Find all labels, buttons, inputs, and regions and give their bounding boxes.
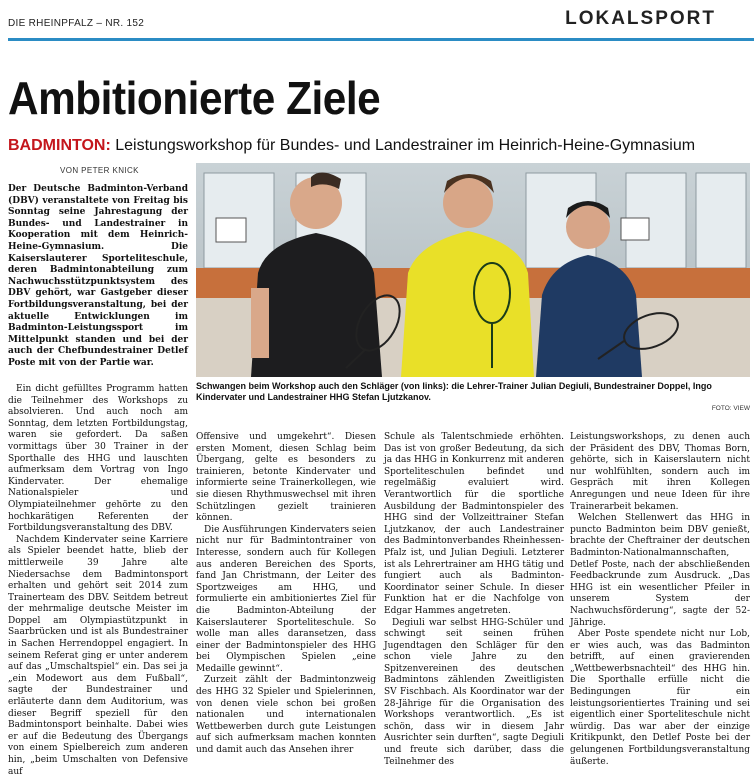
column-3	[384, 432, 564, 768]
paragraph: Die Ausführungen Kindervaters seien nicht nur für Badmintontrainer von Interesse, sondern auch für Kollegen aus anderen Bereichen des Sports, fand Jan Christmann, der Leiter des Sportzweiges am HHG, und formulierte ein ambitioniertes Ziel für die Badminton-Abteilung der Kaiserslauterer Sporteliteschule. So wolle man alles daransetzen, dass einer der Badmintonspieler des HHG bei Olympischen Spielen „eine Medaille gewinnt“.	[196, 524, 376, 674]
paragraph: Aber Poste spendete nicht nur Lob, er wies auch, was das Badminton betrifft, auf einen gravierenden „Wettbewerbsnachteil“ des HHG hin. Die Sporthalle erfülle nicht die Bedingungen für ein leistungsorientiertes Training und sei eigentlich einer Sporteliteschule nicht würdig. Das war aber der einzige Kritikpunkt, den Detlef Poste bei der gelungenen Fortbildungsveranstaltung äußerte.	[570, 629, 750, 767]
kicker-tag: BADMINTON:	[8, 137, 111, 154]
paragraph: Schule als Talentschmiede erhöhten. Das ist von großer Bedeutung, da sich ja das HHG in Konkurrenz mit anderen Sporteliteschulen befindet und regelmäßig evaluiert wird. Verantwortlich für die sportliche Ausbildung der Badmintonspieler des HHG sind der Vollzeittrainer Stefan Ljutzkanov, der auch Landestrainer des Badmintonverbandes Rheinhessen-Pfalz ist, und Julian Degiuli. Letzterer ist als Lehrertrainer am HHG tätig und fungiert auch als Badminton-Koordinator seiner Schule. In dieser Funktion hat er die Nachfolge von Edgar Hammes angetreten.	[384, 432, 564, 616]
paragraph: Offensive und umgekehrt“. Diesen ersten Moment, diesen Schlag beim Übergang, gelte es besonders zu trainieren, betonte Kindervater und informierte seine Trainerkollegen, wie sie diesen Rhythmuswechsel mit ihren Schützlingen gezielt trainieren können.	[196, 432, 376, 524]
paragraph: Welchen Stellenwert das HHG in puncto Badminton beim DBV genießt, brachte der Cheftrainer der deutschen Badminton-Nationalmannschaften, Detlef Poste, nach der abschließenden Feedbackrunde zum Ausdruck. „Das HHG ist ein wesentlicher Pfeiler in unserem System der Nachwuchsförderung“, sagte der 52-Jährige.	[570, 513, 750, 628]
lead-paragraph: Der Deutsche Badminton-Verband (DBV) veranstaltete von Freitag bis Sonntag seine Jahrestagung der Bundes- und Landestrainer in Kooperation mit dem Heinrich-Heine-Gymnasium. Die Kaiserslauterer Sporteliteschule, deren Badmintonabteilung zum Nachwuchsstützpunktsystem des DBV gehört, war Gastgeber dieser Fortbildungsveranstaltung, bei der aktuelle Entwicklungen im Badminton-Leistungssport im Mittelpunkt standen und bei der auch der Chefbundestrainer Detlef Poste mit von der Partie war.	[8, 184, 188, 368]
kicker	[8, 136, 695, 156]
photo-illustration	[196, 163, 750, 377]
paper-issue: DIE RHEINPFALZ – NR. 152	[8, 18, 145, 29]
photo-caption: Schwangen beim Workshop auch den Schläger (von links): die Lehrer-Trainer Julian Degiuli, Bundestrainer Doppel, Ingo Kindervater und Landestrainer HHG Stefan Ljutzkanov.	[196, 381, 712, 402]
author-byline: VON PETER KNICK	[60, 166, 139, 175]
header-rule	[8, 38, 754, 41]
kicker-text: Leistungsworkshop für Bundes- und Landestrainer im Heinrich-Heine-Gymnasium	[110, 137, 696, 154]
photo-credit: FOTO: VIEW	[711, 405, 750, 412]
paragraph: Degiuli war selbst HHG-Schüler und schwingt seit seinen frühen Jugendtagen den Schläger für den schon viele Jahre zu den Spitzenvereinen des deutschen Badmintons zählenden Zweitligisten SV Fischbach. Als Koordinator war der 28-Jährige für die Organisation des Workshops verantwortlich. „Es ist schön, dass wir in diesem Jahr Ausrichter sein durften“, sagte Degiuli und freute sich darüber, dass die Teilnehmer des	[384, 617, 564, 767]
paragraph: Ein dicht gefülltes Programm hatten die Teilnehmer des Workshops zu absolvieren. Und auch noch am Sonntag, dem letzten Fortbildungstag, waren sie gefordert. Da saßen vormittags über 30 Trainer in der Sporthalle des HHG und lauschten aufmerksam dem Vortrag von Ingo Kindervater. Der ehemalige Nationalspieler und Olympiateilnehmer gehörte zu den hochkarätigen Referenten der Fortbildungsveranstaltung des DBV.	[8, 384, 188, 534]
column-4	[570, 432, 750, 768]
column-1	[8, 384, 188, 778]
paragraph: Nachdem Kindervater seine Karriere als Spieler beendet hatte, blieb der mittlerweile 39 Jahre alte Niedersachse dem Badmintonsport erhalten und gehört seit 2014 zum Trainerteam des DBV. Seitdem betreut der mehrmalige deutsche Meister im Doppel am Olympiastützpunkt in Saarbrücken und ist als Bundestrainer in Sachen Herrendoppel engagiert. In seinem Referat ging er unter anderem auf das „Umschaltspiel“ ein. Das sei ja „ein Modewort aus dem Fußball“, sagte der Bundestrainer und erläuterte dann dem Auditorium, was dieser Begriff speziell für den Badmintonsport beinhalte. Dabei wies er auf die Bedeutung des Übergangs von einem Spielbereich zum anderen hin, „beim Umschalten von Defensive auf	[8, 534, 188, 777]
headline: Ambitionierte Ziele	[8, 72, 381, 124]
masthead	[8, 0, 754, 38]
article-photo	[196, 163, 750, 377]
section-title: LOKALSPORT	[565, 8, 716, 29]
paragraph: Zurzeit zählt der Badmintonzweig des HHG 32 Spieler und Spielerinnen, von denen viele schon bei großen nationalen und internationalen Wettbewerben durch gute Leistungen auf sich aufmerksam machen konnten und damit auch das Ansehen ihrer	[196, 675, 376, 756]
paragraph: Leistungsworkshops, zu denen auch der Präsident des DBV, Thomas Born, gehörte, sich in Kaiserslautern nicht nur wohlfühlten, sondern auch im Gespräch mit ihren Kollegen Anregungen und neue Ideen für ihre Trainerarbeit bekamen.	[570, 432, 750, 512]
column-2	[196, 432, 376, 757]
